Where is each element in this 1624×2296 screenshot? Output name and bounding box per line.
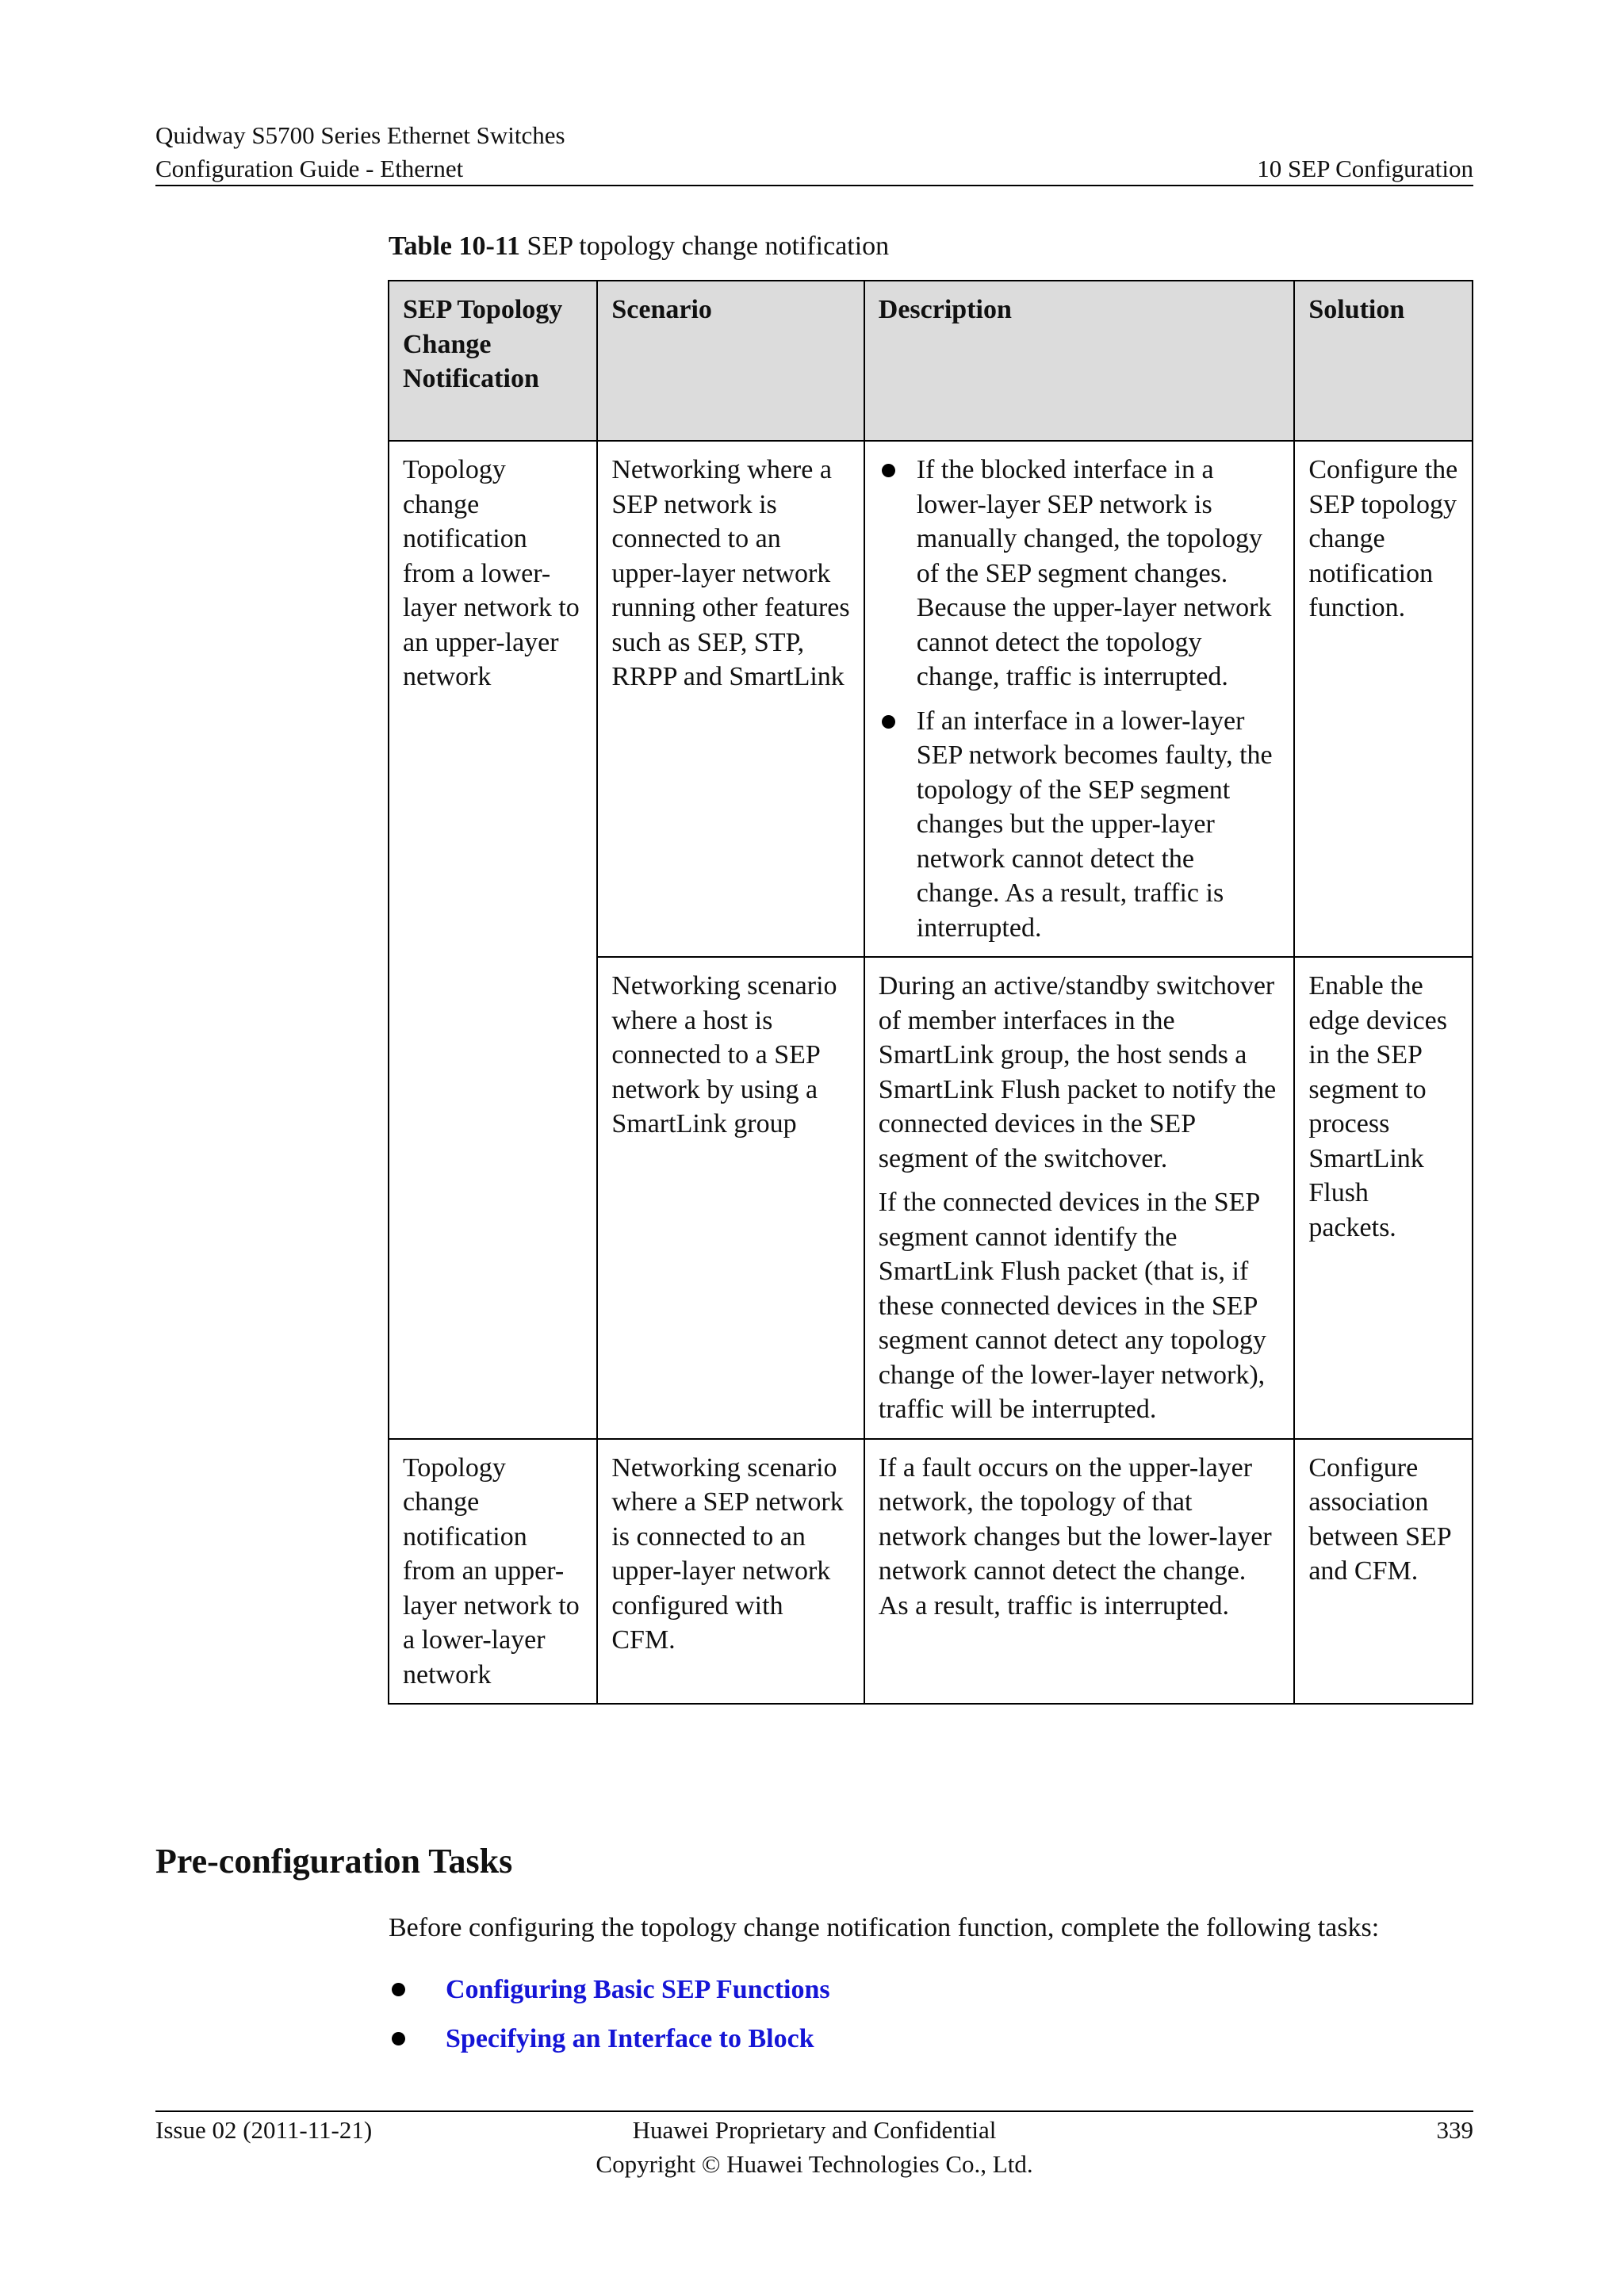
- footer-copyright: Copyright © Huawei Technologies Co., Ltd.: [596, 2150, 1033, 2178]
- table-caption-title: SEP topology change notification: [519, 232, 890, 261]
- link-specifying-interface-block[interactable]: Specifying an Interface to Block: [446, 2024, 814, 2053]
- link-configuring-basic-sep[interactable]: Configuring Basic SEP Functions: [446, 1975, 830, 2004]
- bullet-text: If an interface in a lower-layer SEP network becomes faulty, the topology of the SEP segment changes but the upper-layer network cannot detect the change. As a result, traffic is interrupted.: [916, 706, 1273, 943]
- footer-confidential: Huawei Proprietary and Confidential: [632, 2116, 997, 2144]
- section-intro: Before configuring the topology change notification function, complete the following tasks:: [389, 1913, 1380, 1942]
- description-cell: If a fault occurs on the upper-layer network, the topology of that network changes but the lower-layer network cannot detect the change. As a result, traffic is interrupted.: [864, 1439, 1295, 1705]
- bullet-text: If the blocked interface in a lower-layer SEP network is manually changed, the topology of the SEP segment changes. Because the upper-layer network cannot detect the topology change, traffic is interrupted.: [916, 455, 1272, 691]
- notification-cell: Topology change notification from an upper-layer network to a lower-layer network: [389, 1439, 597, 1705]
- sep-notification-table: [388, 280, 1473, 1705]
- table-row: [389, 441, 1473, 957]
- description-paragraph: During an active/standby switchover of member interfaces in the SmartLink group, the host sends a SmartLink Flush packet to notify the connected devices in the SEP segment of the switchover.: [878, 971, 1277, 1173]
- bullet-icon: [882, 464, 895, 477]
- footer-page-number: 339: [1436, 2116, 1473, 2144]
- scenario-cell: Networking where a SEP network is connected to an upper-layer network running other features such as SEP, STP, RRPP and SmartLink: [597, 441, 864, 957]
- bullet-icon: [392, 2032, 405, 2045]
- scenario-cell: Networking scenario where a SEP network is connected to an upper-layer network configured with CFM.: [597, 1439, 864, 1705]
- description-cell: [864, 957, 1295, 1439]
- page-header: [155, 119, 1473, 186]
- table-row: [389, 1439, 1473, 1705]
- table-caption: [389, 232, 889, 262]
- header-rule: [155, 185, 1473, 186]
- solution-cell: Configure association between SEP and CFM.: [1294, 1439, 1473, 1705]
- notification-cell: Topology change notification from a lower-layer network to an upper-layer network: [389, 441, 597, 1439]
- header-cell-notification: SEP Topology Change Notification: [389, 281, 597, 441]
- header-product: Quidway S5700 Series Ethernet Switches: [155, 121, 565, 149]
- solution-cell: Enable the edge devices in the SEP segment to process SmartLink Flush packets.: [1294, 957, 1473, 1439]
- list-item: [879, 704, 1281, 946]
- table-caption-label: Table 10-11: [389, 232, 520, 261]
- list-item: [389, 1973, 830, 2022]
- header-cell-description: Description: [864, 281, 1295, 441]
- header-guide: Configuration Guide - Ethernet: [155, 155, 464, 182]
- list-item: [879, 453, 1281, 695]
- footer-center: [155, 2113, 1473, 2181]
- description-cell: [864, 441, 1295, 957]
- task-list: [389, 1973, 830, 2071]
- header-cell-solution: Solution: [1294, 281, 1473, 441]
- table-header-row: [389, 281, 1473, 441]
- list-item: [389, 2022, 830, 2071]
- section-title: Pre-configuration Tasks: [155, 1842, 513, 1881]
- scenario-cell: Networking scenario where a host is connected to a SEP network by using a SmartLink group: [597, 957, 864, 1439]
- header-cell-scenario: Scenario: [597, 281, 864, 441]
- footer-issue: Issue 02 (2011-11-21): [155, 2116, 373, 2144]
- solution-cell: Configure the SEP topology change notification function.: [1294, 441, 1473, 957]
- description-paragraph: If the connected devices in the SEP segment cannot identify the SmartLink Flush packet (that is, if these connected devices in the SEP segment cannot detect any topology change of the lower-layer network), traffic will be interrupted.: [878, 1188, 1266, 1424]
- bullet-icon: [882, 715, 895, 729]
- footer-rule: [155, 2110, 1473, 2112]
- header-chapter: 10 SEP Configuration: [1257, 155, 1473, 182]
- bullet-icon: [392, 1983, 405, 1996]
